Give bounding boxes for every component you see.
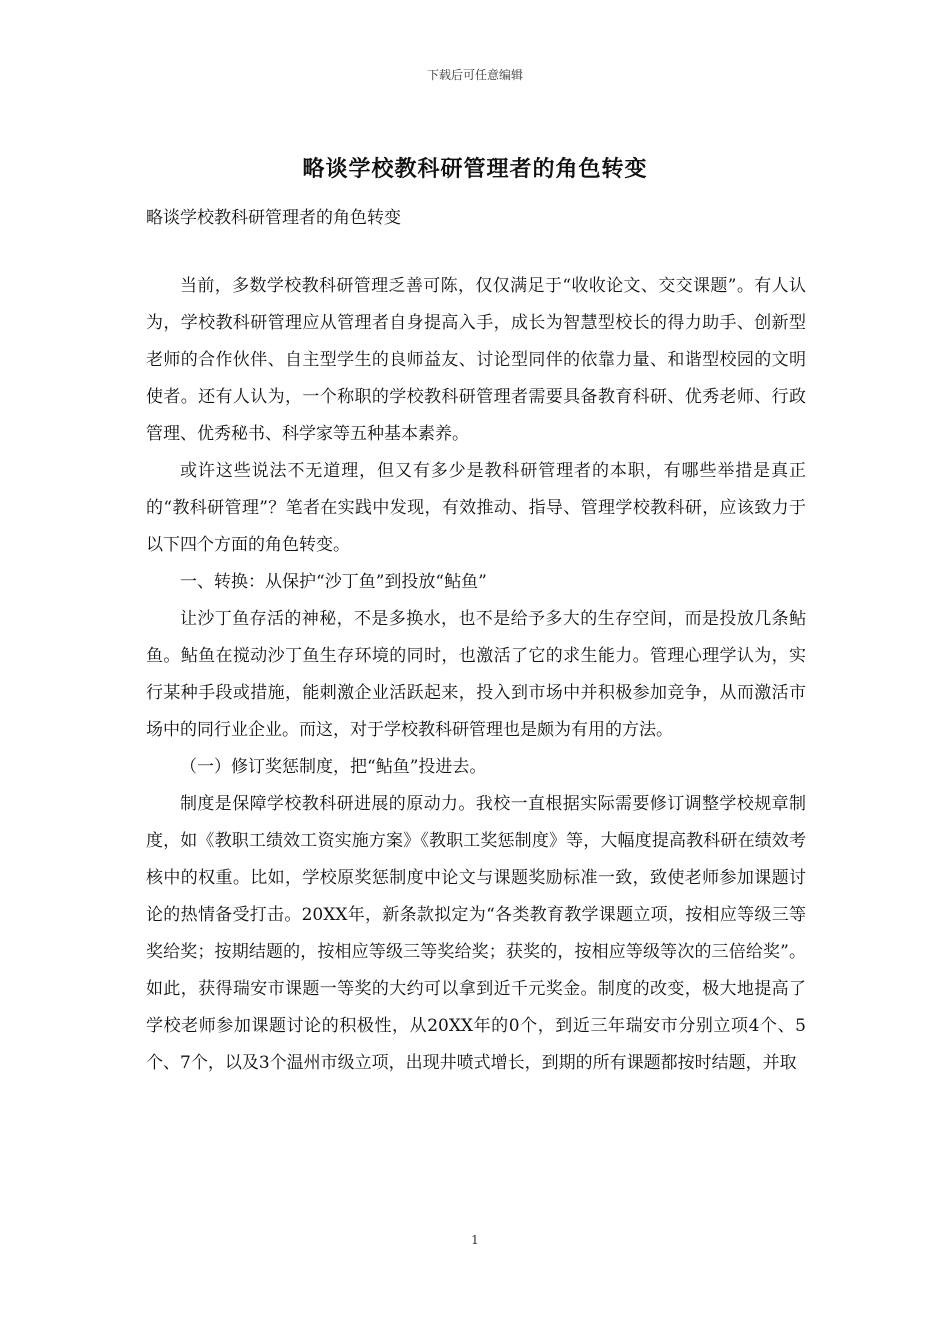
paragraph: 或许这些说法不无道理，但又有多少是教科研管理者的本职，有哪些举措是真正的“教科研管理”？笔者在实践中发现，有效推动、指导、管理学校教科研，应该致力于以下四个方面的角色转变。 <box>146 461 806 555</box>
document-body <box>146 268 806 1082</box>
paragraph: 让沙丁鱼存活的神秘，不是多换水，也不是给予多大的生存空间，而是投放几条鲇鱼。鲇鱼在搅动沙丁鱼生存环境的同时，也激活了它的求生能力。管理心理学认为，实行某种手段或措施，能刺激企业活跃起来，投入到市场中并积极参加竞争，从而激活市场中的同行业企业。而这，对于学校教科研管理也是颇为有用的方法。 <box>146 609 806 740</box>
page-number: 1 <box>471 1233 479 1247</box>
subsection-heading: （一）修订奖惩制度，把“鲇鱼”投进去。 <box>180 757 487 777</box>
paragraph: 当前，多数学校教科研管理乏善可陈，仅仅满足于“收收论文、交交课题”。有人认为，学校教科研管理应从管理者自身提高入手，成长为智慧型校长的得力助手、创新型老师的合作伙伴、自主型学生的良师益友、讨论型同伴的依靠力量、和谐型校园的文明使者。还有人认为，一个称职的学校教科研管理者需要具备教育科研、优秀老师、行政管理、优秀秘书、科学家等五种基本素养。 <box>146 276 806 444</box>
page-header-note: 下载后可任意编辑 <box>426 68 523 82</box>
paragraph: 制度是保障学校教科研进展的原动力。我校一直根据实际需要修订调整学校规章制度，如《教职工绩效工资实施方案》《教职工奖惩制度》等，大幅度提高教科研在绩效考核中的权重。比如，学校原奖惩制度中论文与课题奖励标准一致，致使老师参加课题讨论的热情备受打击。20XX年，新条款拟定为“各类教育教学课题立项，按相应等级三等奖给奖；按期结题的，按相应等级三等奖给奖；获奖的，按相应等级等次的三倍给奖”。如此，获得瑞安市课题一等奖的大约可以拿到近千元奖金。制度的改变，极大地提高了学校老师参加课题讨论的积极性，从20XX年的0个，到近三年瑞安市分别立项4个、5个、7个，以及3个温州市级立项，出现井喷式增长，到期的所有课题都按时结题，并取 <box>146 794 806 1073</box>
section-heading: 一、转换：从保护“沙丁鱼”到投放“鲇鱼” <box>180 572 487 592</box>
document-subtitle: 略谈学校教科研管理者的角色转变 <box>146 208 401 228</box>
document-title: 略谈学校教科研管理者的角色转变 <box>302 156 648 182</box>
